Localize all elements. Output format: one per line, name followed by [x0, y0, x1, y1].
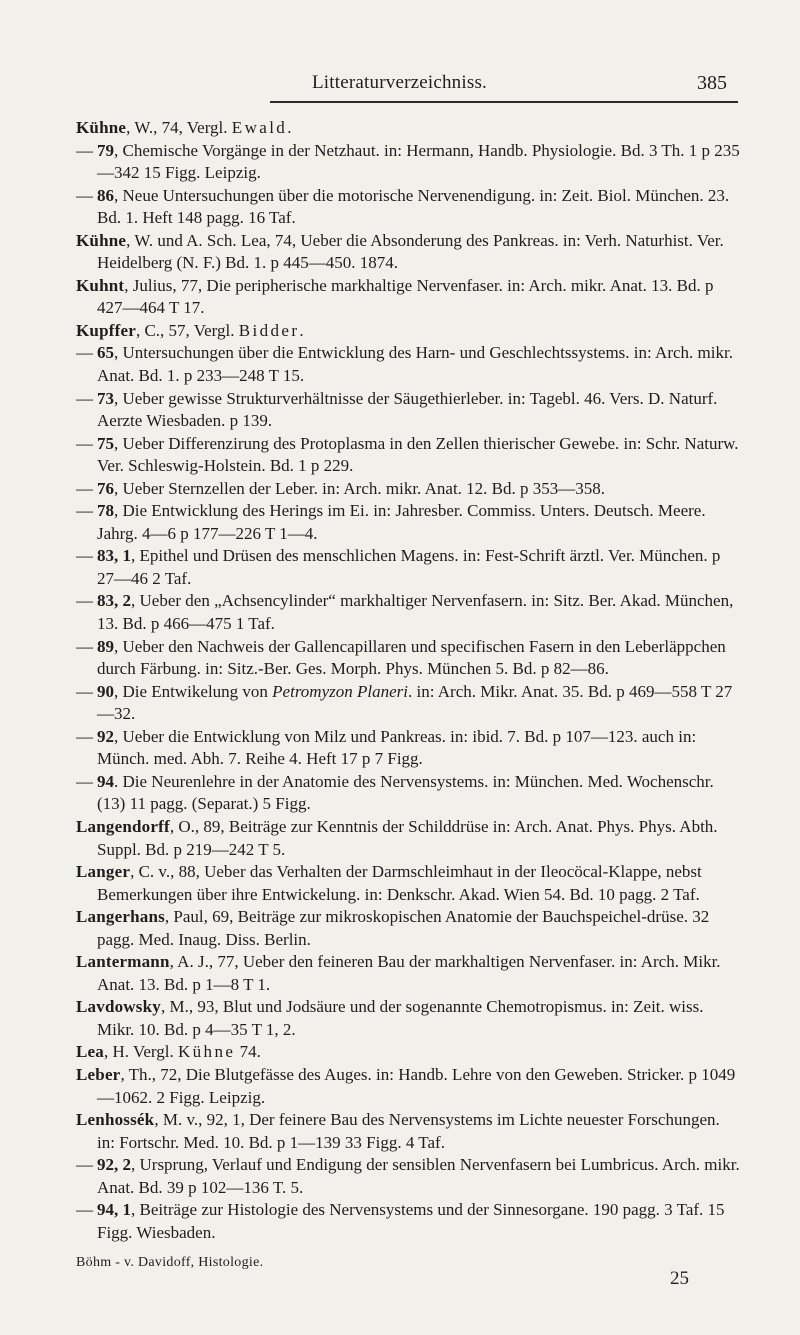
entry-year: 76 [97, 478, 114, 498]
entry-text: , Epithel und Drüsen des menschlichen Magens. in: Fest-Schrift ärztl. Ver. München. p 27—46 2 Taf. [97, 546, 721, 588]
ditto-dash: — [76, 1155, 93, 1175]
ditto-dash: — [76, 546, 93, 566]
entry-year: 94 [97, 771, 114, 791]
entry-text: , Julius, 77, Die peripherische markhaltige Nervenfaser. in: Arch. mikr. Anat. 13. Bd. p 427—464 T 17. [97, 275, 714, 318]
entry-text: , H. Vergl. [103, 1042, 178, 1062]
bibliography-entry [76, 545, 741, 590]
entry-text: , Ursprung, Verlauf und Endigung der sensiblen Nervenfasern bei Lumbricus. Arch. mikr. Anat. Bd. 39 p 102—136 T. 5. [97, 1155, 740, 1197]
bibliography-entry [76, 140, 741, 185]
entry-author: Lenhossék [76, 1110, 155, 1130]
entry-text: , O., 89, Beiträge zur Kenntnis der Schilddrüse in: Arch. Anat. Phys. Phys. Abth. Suppl. Bd. p 219—242 T 5. [97, 816, 718, 859]
bibliography-entry [76, 726, 741, 771]
entry-text: , Th., 72, Die Blutgefässe des Auges. in: Handb. Lehre von den Geweben. Stricker. p 1049—1062. 2 Figg. Leipzig. [97, 1064, 736, 1107]
entry-author: Kühne [76, 230, 127, 250]
ditto-dash: — [76, 636, 93, 656]
entry-text: , Die Entwikelung von [114, 681, 273, 701]
bibliography-entry [76, 861, 741, 906]
ditto-dash: — [76, 185, 93, 205]
bibliography-entry [76, 500, 741, 545]
entry-crossref: Bidder [238, 320, 300, 340]
entry-text: , C., 57, Vergl. [135, 320, 239, 340]
ditto-dash: — [76, 343, 93, 363]
ditto-dash: — [76, 681, 93, 701]
entry-author: Kupffer [76, 320, 136, 340]
ditto-dash: — [76, 591, 93, 611]
entry-year: 86 [97, 185, 114, 205]
entry-year: 73 [97, 388, 114, 408]
entry-year: 65 [97, 343, 114, 363]
page-number: 385 [697, 72, 727, 94]
entry-text: , Ueber den „Achsencylinder“ markhaltiger Nervenfasern. in: Sitz. Ber. Akad. München, 13. Bd. p 466—475 1 Taf. [97, 591, 734, 634]
entry-text: , M. v., 92, 1, Der feinere Bau des Nervensystems im Lichte neuester Forschungen. in: Fortschr. Med. 10. Bd. p 1—139 33 Figg. 4 Taf. [97, 1110, 720, 1152]
ditto-dash: — [76, 501, 93, 521]
ditto-dash: — [76, 771, 93, 791]
entry-text: , Chemische Vorgänge in der Netzhaut. in: Hermann, Handb. Physiologie. Bd. 3 Th. 1 p 235—342 15 Figg. Leipzig. [97, 140, 740, 183]
entry-author: Langer [76, 862, 131, 882]
entry-author: Kuhnt [76, 275, 125, 295]
entry-text: . [287, 118, 292, 137]
ditto-dash: — [76, 726, 93, 746]
entry-text: , Ueber die Entwicklung von Milz und Pankreas. in: ibid. 7. Bd. p 107—123. auch in: Münch. med. Abh. 7. Reihe 4. Heft 17 p 7 Figg. [97, 726, 697, 769]
bibliography-entry [76, 1199, 741, 1244]
footer-imprint: Böhm - v. Davidoff, Histologie. [76, 1255, 264, 1270]
entry-year: 83, 1 [97, 546, 131, 566]
ditto-dash: — [76, 388, 93, 408]
entry-author: Lea [76, 1042, 104, 1062]
entry-author: Kühne [76, 118, 127, 137]
entry-year: 89 [97, 636, 114, 656]
entry-year: 90 [97, 681, 114, 701]
entry-text: , Neue Untersuchungen über die motorische Nervenendigung. in: Zeit. Biol. München. 23. Bd. 1. Heft 148 pagg. 16 Taf. [97, 185, 730, 228]
bibliography-entry [76, 771, 741, 816]
bibliography-entry [76, 681, 741, 726]
bibliography-entry [76, 996, 741, 1041]
bibliography-entry [76, 320, 741, 343]
entry-text: , Ueber Sternzellen der Leber. in: Arch. mikr. Anat. 12. Bd. p 353—358. [114, 478, 606, 498]
entry-text: , A. J., 77, Ueber den feineren Bau der markhaltigen Nervenfaser. in: Arch. Mikr. Anat. 13. Bd. p 1—8 T 1. [97, 952, 721, 994]
entry-year: 92, 2 [97, 1155, 131, 1175]
entry-text: , C. v., 88, Ueber das Verhalten der Darmschleimhaut in der Ileocöcal-Klappe, nebst Bemerkungen über ihre Entwickelung. in: Denkschr. Akad. Wien 54. Bd. 10 pagg. 2 Taf. [97, 862, 702, 904]
page-header-title: Litteraturverzeichniss. [312, 72, 487, 93]
bibliography-list [76, 117, 741, 1244]
entry-italic-title: Petromyzon Planeri [272, 681, 408, 701]
entry-text: . [299, 320, 304, 340]
ditto-dash: — [76, 433, 93, 453]
bibliography-entry [76, 388, 741, 433]
entry-text: , Ueber gewisse Strukturverhältnisse der Säugethierleber. in: Tagebl. 46. Vers. D. Naturf. Aerzte Wiesbaden. p 139. [97, 388, 718, 431]
entry-year: 92 [97, 726, 114, 746]
entry-text: , W. und A. Sch. Lea, 74, Ueber die Absonderung des Pankreas. in: Verh. Naturhist. Ver. Heidelberg (N. F.) Bd. 1. p 445—450. 1874. [97, 230, 724, 273]
bibliography-entry [76, 906, 741, 951]
entry-author: Langerhans [76, 907, 165, 927]
entry-crossref: Ewald [231, 118, 288, 137]
bibliography-entry [76, 816, 741, 861]
ditto-dash: — [76, 478, 93, 498]
entry-author: Leber [76, 1064, 121, 1084]
header-rule [270, 101, 738, 103]
bibliography-entry [76, 342, 741, 387]
entry-text: , W., 74, Vergl. [126, 118, 232, 137]
entry-author: Lavdowsky [76, 997, 161, 1017]
entry-text: , Paul, 69, Beiträge zur mikroskopischen Anatomie der Bauchspeichel-drüse. 32 pagg. Med. Inaug. Diss. Berlin. [97, 907, 710, 949]
entry-year: 75 [97, 433, 114, 453]
entry-year: 94, 1 [97, 1200, 131, 1220]
bibliography-entry [76, 636, 741, 681]
bibliography-entry [76, 433, 741, 478]
bibliography-entry [76, 1154, 741, 1199]
entry-year: 83, 2 [97, 591, 131, 611]
entry-text: , M., 93, Blut und Jodsäure und der sogenannte Chemotropismus. in: Zeit. wiss. Mikr. 10. Bd. p 4—35 T 1, 2. [97, 997, 704, 1039]
entry-text: , Ueber den Nachweis der Gallencapillaren und specifischen Fasern in den Leberläppchen durch Färbung. in: Sitz.-Ber. Ges. Morph. Phys. München 5. Bd. p 82—86. [97, 636, 726, 679]
entry-text: , Untersuchungen über die Entwicklung des Harn- und Geschlechtssystems. in: Arch. mikr. Anat. Bd. 1. p 233—248 T 15. [97, 343, 733, 386]
bibliography-entry [76, 1041, 741, 1064]
entry-author: Lantermann [76, 952, 170, 972]
bibliography-entry [76, 590, 741, 635]
entry-crossref: Kühne [177, 1042, 236, 1062]
entry-author: Langendorff [76, 816, 170, 836]
bibliography-entry [76, 951, 741, 996]
bibliography-entry [76, 230, 741, 275]
entry-text: , Beiträge zur Histologie des Nervensystems und der Sinnesorgane. 190 pagg. 3 Taf. 15 Figg. Wiesbaden. [97, 1200, 725, 1242]
bibliography-entry [76, 117, 741, 140]
entry-text: 74. [235, 1042, 261, 1062]
ditto-dash: — [76, 1200, 93, 1220]
bibliography-entry [76, 478, 741, 501]
entry-text: , Die Entwicklung des Herings im Ei. in: Jahresber. Commiss. Unters. Deutsch. Meere. Jahrg. 4—6 p 177—226 T 1—4. [97, 501, 706, 543]
bibliography-entry [76, 275, 741, 320]
bibliography-entry [76, 185, 741, 230]
bibliography-entry [76, 1064, 741, 1109]
entry-text: . in: Arch. Mikr. Anat. 35. Bd. p 469—558 T 27—32. [97, 681, 733, 724]
ditto-dash: — [76, 140, 93, 160]
entry-text: . Die Neurenlehre in der Anatomie des Nervensystems. in: München. Med. Wochenschr. (13) 11 pagg. (Separat.) 5 Figg. [97, 771, 714, 814]
entry-year: 79 [97, 140, 114, 160]
entry-year: 78 [97, 501, 114, 521]
entry-text: , Ueber Differenzirung des Protoplasma in den Zellen thierischer Gewebe. in: Schr. Naturw. Ver. Schleswig-Holstein. Bd. 1 p 229. [97, 433, 739, 476]
bibliography-entry [76, 1109, 741, 1154]
signature-mark: 25 [670, 1268, 689, 1289]
